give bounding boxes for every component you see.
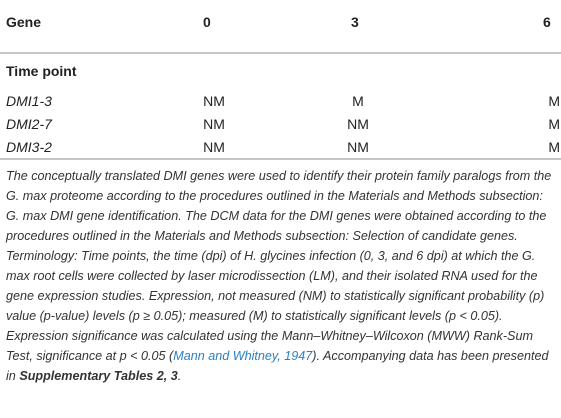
cell-time-6: M [548,93,560,109]
cell-time-3: NM [347,116,369,132]
header-time-3: 3 [351,14,359,30]
table-subheader-row [0,54,561,89]
header-time-6: 6 [543,14,551,30]
footnote-text-3: . [177,369,182,383]
results-table [0,0,561,158]
cell-time-0: NM [203,139,225,155]
cell-time-3: M [352,93,364,109]
supplementary-tables-link[interactable]: Supplementary Tables 2, 3 [19,369,178,383]
subheader-time-point: Time point [6,63,77,79]
cell-gene: DMI1-3 [6,93,52,109]
cell-time-6: M [548,116,560,132]
header-gene: Gene [6,14,42,30]
cell-time-0: NM [203,116,225,132]
cell-gene: DMI3-2 [6,139,52,155]
cell-gene: DMI2-7 [6,116,52,132]
cell-time-3: NM [347,139,369,155]
table-row [0,112,561,135]
cell-time-6: M [548,139,560,155]
table-row [0,89,561,112]
table-row [0,135,561,158]
table-bottom-rule [0,158,561,160]
table-footnote [6,166,558,386]
cell-time-0: NM [203,93,225,109]
header-time-0: 0 [203,14,211,30]
table-header-row [0,0,561,54]
footnote-text-1: The conceptually translated DMI genes were used to identify their protein family paralogs from the G. max proteome according to the procedures outlined in the Materials and Methods subsection: G. max DMI gene identification. The DCM data for the DMI genes were obtained according to the procedures outlined in the Materials and Methods subsection: Selection of candidate genes. Terminology: Time points, the time (dpi) of H. glycines infection (0, 3, and 6 dpi) at which the G. max root cells were collected by laser microdissection (LM), and their isolated RNA used for the gene expression studies. Expression, not measured (NM) to statistically significant probability (p) value (p-value) levels (p ≥ 0.05); measured (M) to statistically significant levels (p < 0.05). Expression significance was calculated using the Mann–Whitney–Wilcoxon (MWW) Rank-Sum Test, significance at p < 0.05 ( [6,169,552,363]
reference-link[interactable]: Mann and Whitney, 1947 [173,349,313,363]
footnote-text-2: ). Accompanying data has been presented in [6,349,549,383]
